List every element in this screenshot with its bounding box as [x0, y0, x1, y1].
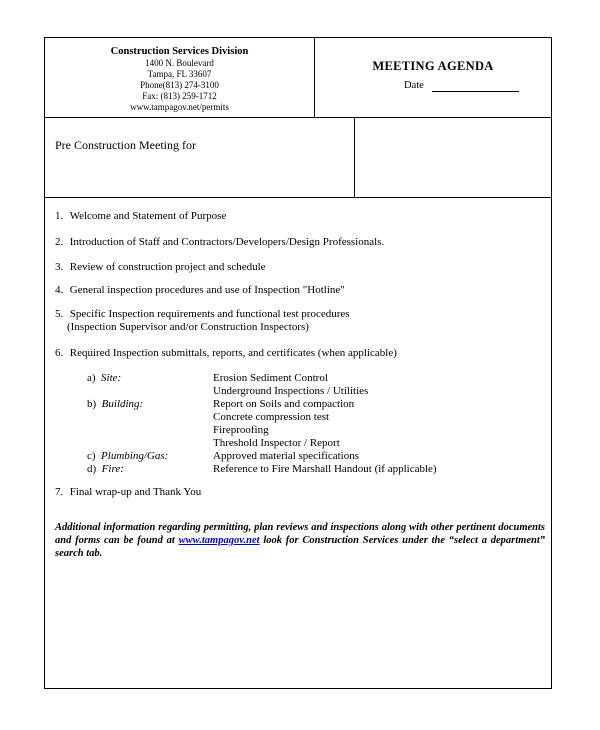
note-text-after: look for Construction Services under the “select a department” search tab. [55, 535, 545, 559]
address-line-2: Tampa, FL 33607 [147, 69, 212, 79]
sub-item-line: Approved material specifications [213, 450, 360, 462]
sub-item-label: c) Plumbing/Gas: [87, 450, 169, 462]
agenda-item: 4. General inspection procedures and use of Inspection "Hotline" [55, 284, 345, 296]
address-line-1: 1400 N. Boulevard [145, 58, 214, 68]
sub-item-line: Underground Inspections / Utilities [213, 385, 369, 397]
agenda-title-block [314, 37, 552, 118]
agenda-item: 3. Review of construction project and schedule [55, 261, 266, 273]
additional-info-note [55, 521, 545, 560]
meeting-for-box[interactable] [44, 117, 355, 198]
sub-item-line: Erosion Sediment Control [213, 372, 328, 384]
sub-item-line: Threshold Inspector / Report [213, 437, 340, 449]
website-text: www.tampagov.net/permits [130, 102, 229, 112]
agenda-item: 6. Required Inspection submittals, reports, and certificates (when applicable) [55, 347, 397, 359]
fax-number: Fax: (813) 259-1712 [142, 91, 217, 101]
phone-number: Phone(813) 274-3100 [140, 80, 219, 90]
sub-item-line: Reference to Fire Marshall Handout (if applicable) [213, 463, 437, 475]
blank-info-box[interactable] [354, 117, 552, 198]
page-title: MEETING AGENDA [372, 59, 494, 73]
note-text-before: Additional information regarding permitting, plan reviews and inspections along with other pertinent documents and forms can be found at [55, 522, 545, 546]
sub-item-line: Fireproofing [213, 424, 269, 436]
meeting-for-label: Pre Construction Meeting for [55, 138, 196, 152]
agenda-item: 1. Welcome and Statement of Purpose [55, 210, 227, 222]
division-contact-block [44, 37, 315, 118]
date-field[interactable] [432, 91, 519, 92]
website-link[interactable]: www.tampagov.net [178, 535, 260, 546]
sub-item-line: Concrete compression test [213, 411, 330, 423]
sub-item-label: d) Fire: [87, 463, 124, 475]
division-name: Construction Services Division [110, 46, 249, 57]
agenda-item: 7. Final wrap-up and Thank You [55, 486, 202, 498]
date-label: Date [404, 80, 424, 91]
sub-item-label: b) Building: [87, 398, 144, 410]
agenda-item: 5. Specific Inspection requirements and functional test procedures [55, 308, 350, 320]
agenda-item-continuation: (Inspection Supervisor and/or Construction Inspectors) [67, 321, 309, 333]
agenda-item: 2. Introduction of Staff and Contractors/Developers/Design Professionals. [55, 236, 385, 248]
sub-item-label: a) Site: [87, 372, 122, 384]
sub-item-line: Report on Soils and compaction [213, 398, 355, 410]
